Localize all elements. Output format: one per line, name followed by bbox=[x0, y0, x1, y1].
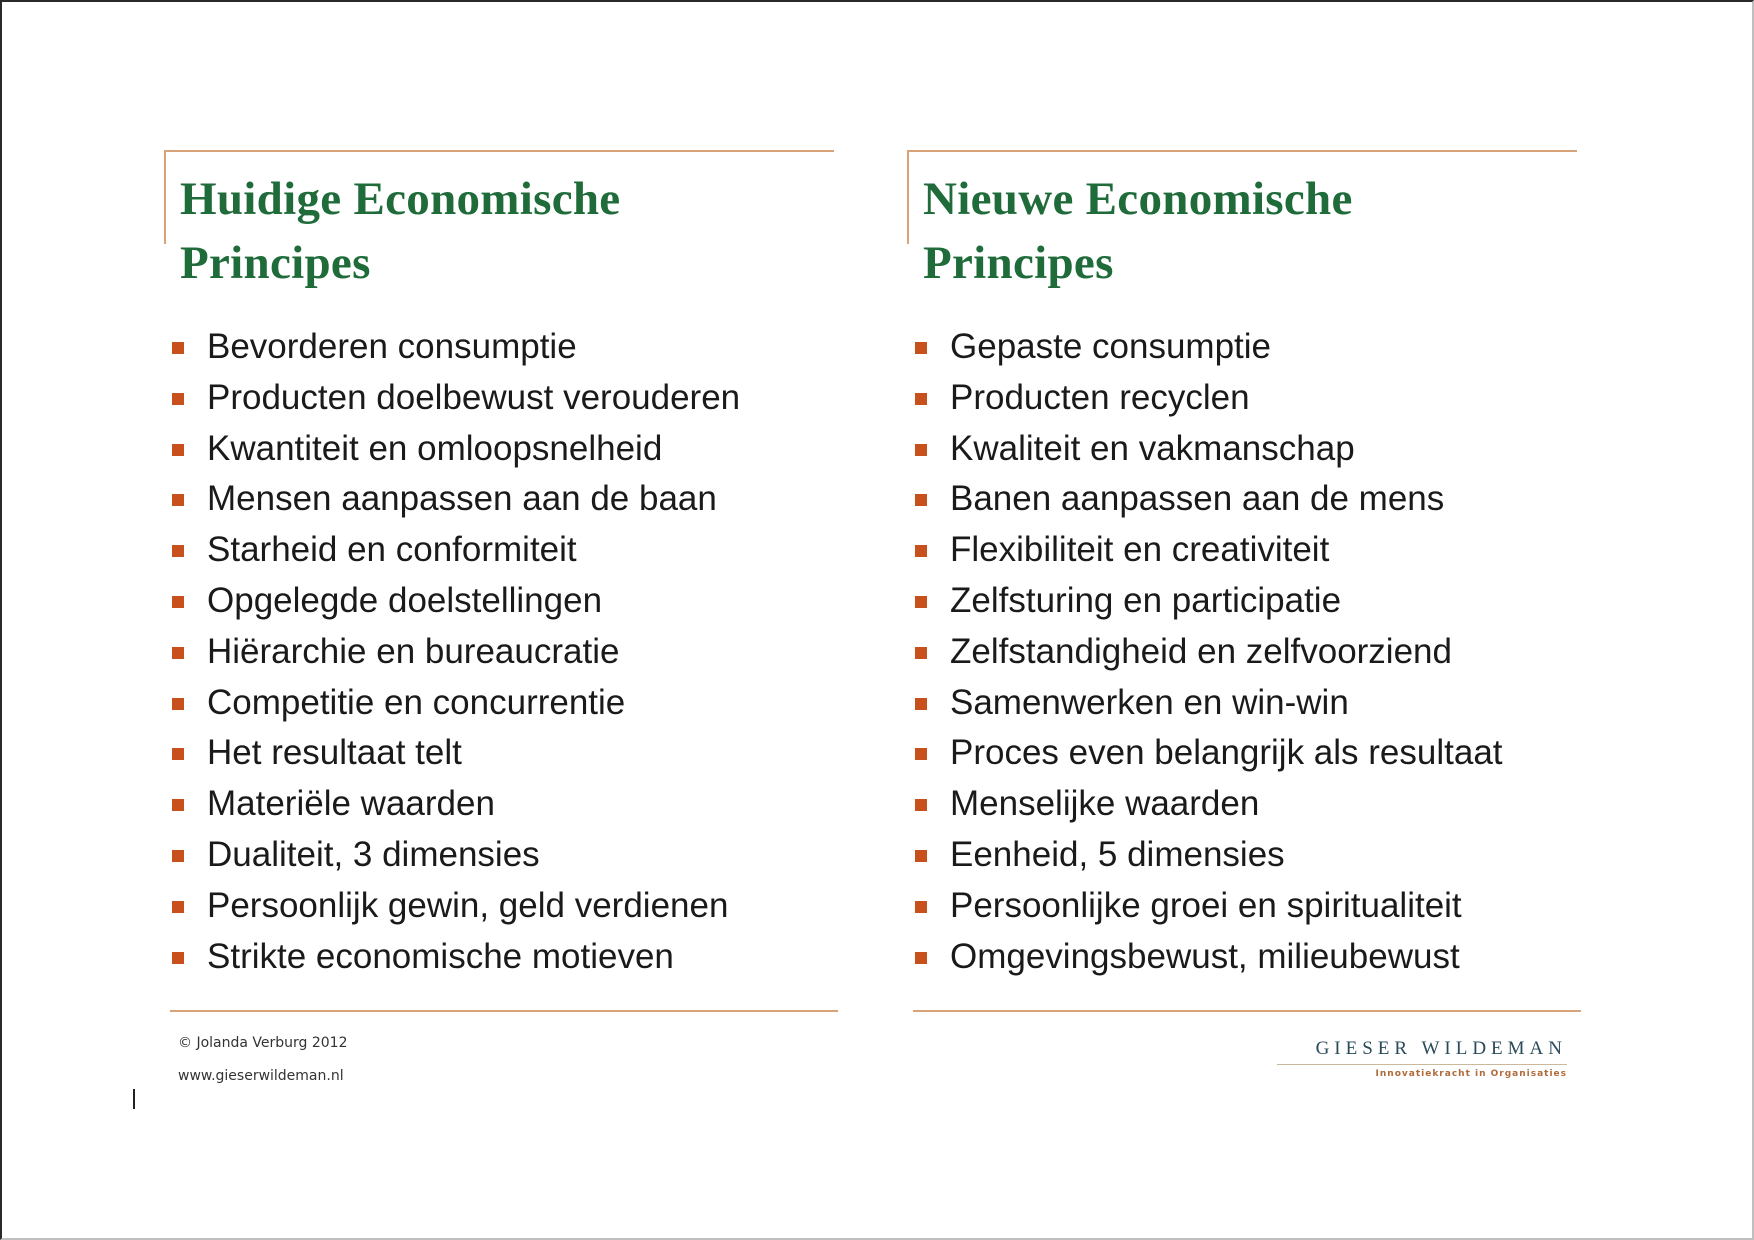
bullet-square-icon bbox=[172, 850, 184, 862]
list-item-text: Dualiteit, 3 dimensies bbox=[207, 834, 540, 874]
bullet-square-icon bbox=[172, 698, 184, 710]
title-line-1: Huidige Economische bbox=[180, 173, 621, 225]
bullet-square-icon bbox=[915, 748, 927, 760]
bullet-square-icon bbox=[172, 393, 184, 405]
list-item bbox=[172, 728, 740, 779]
list-item bbox=[172, 525, 740, 576]
bullet-square-icon bbox=[915, 444, 927, 456]
website-link[interactable]: www.gieserwildeman.nl bbox=[178, 1068, 344, 1084]
bullet-list bbox=[915, 322, 1503, 982]
list-item-text: Opgelegde doelstellingen bbox=[207, 580, 603, 620]
list-item bbox=[915, 830, 1503, 881]
bullet-square-icon bbox=[172, 952, 184, 964]
title-line-1: Nieuwe Economische bbox=[923, 173, 1353, 225]
list-item-text: Zelfsturing en participatie bbox=[950, 580, 1342, 620]
logo-tagline: Innovatiekracht in Organisaties bbox=[1375, 1069, 1567, 1079]
bullet-square-icon bbox=[915, 647, 927, 659]
title-line-2: Principes bbox=[180, 237, 371, 289]
list-item bbox=[915, 678, 1503, 729]
list-item-text: Kwaliteit en vakmanschap bbox=[950, 428, 1355, 468]
list-item-text: Persoonlijke groei en spiritualiteit bbox=[950, 885, 1462, 925]
list-item bbox=[172, 932, 740, 983]
bullet-square-icon bbox=[915, 494, 927, 506]
bullet-square-icon bbox=[172, 342, 184, 354]
list-item bbox=[915, 322, 1503, 373]
list-item-text: Samenwerken en win-win bbox=[950, 682, 1349, 722]
list-item bbox=[915, 627, 1503, 678]
list-item bbox=[172, 373, 740, 424]
list-item bbox=[915, 728, 1503, 779]
bullet-square-icon bbox=[915, 393, 927, 405]
bullet-square-icon bbox=[172, 545, 184, 557]
list-item-text: Strikte economische motieven bbox=[207, 936, 674, 976]
bullet-square-icon bbox=[172, 647, 184, 659]
list-item-text: Mensen aanpassen aan de baan bbox=[207, 479, 717, 519]
list-item-text: Proces even belangrijk als resultaat bbox=[950, 733, 1503, 773]
list-item-text: Flexibiliteit en creativiteit bbox=[950, 530, 1330, 570]
bullet-square-icon bbox=[915, 901, 927, 913]
list-item-text: Omgevingsbewust, milieubewust bbox=[950, 936, 1460, 976]
bullet-square-icon bbox=[915, 850, 927, 862]
bottom-divider bbox=[913, 1010, 1581, 1012]
list-item bbox=[915, 474, 1503, 525]
list-item-text: Banen aanpassen aan de mens bbox=[950, 479, 1445, 519]
list-item-text: Het resultaat telt bbox=[207, 733, 462, 773]
list-item bbox=[915, 576, 1503, 627]
list-item-text: Persoonlijk gewin, geld verdienen bbox=[207, 885, 729, 925]
list-item bbox=[915, 932, 1503, 983]
list-item-text: Starheid en conformiteit bbox=[207, 530, 577, 570]
list-item-text: Menselijke waarden bbox=[950, 784, 1260, 824]
bullet-square-icon bbox=[915, 596, 927, 608]
list-item bbox=[172, 830, 740, 881]
list-item-text: Gepaste consumptie bbox=[950, 327, 1272, 366]
list-item-text: Kwantiteit en omloopsnelheid bbox=[207, 428, 663, 468]
list-item-text: Producten doelbewust verouderen bbox=[207, 377, 741, 417]
list-item bbox=[172, 424, 740, 475]
column-title bbox=[923, 167, 1353, 295]
list-item-text: Eenheid, 5 dimensies bbox=[950, 834, 1285, 874]
bullet-list bbox=[172, 322, 740, 982]
list-item bbox=[172, 322, 740, 373]
bullet-square-icon bbox=[915, 952, 927, 964]
bullet-square-icon bbox=[172, 799, 184, 811]
list-item-text: Zelfstandigheid en zelfvoorziend bbox=[950, 631, 1452, 671]
bullet-square-icon bbox=[172, 748, 184, 760]
bottom-divider bbox=[170, 1010, 838, 1012]
bullet-square-icon bbox=[915, 545, 927, 557]
text-cursor-icon bbox=[133, 1089, 135, 1109]
list-item bbox=[915, 424, 1503, 475]
bullet-square-icon bbox=[172, 901, 184, 913]
list-item-text: Materiële waarden bbox=[207, 784, 495, 824]
copyright-text: © Jolanda Verburg 2012 bbox=[178, 1035, 348, 1051]
company-logo bbox=[1277, 1038, 1567, 1079]
list-item bbox=[915, 779, 1503, 830]
list-item bbox=[915, 525, 1503, 576]
column-title bbox=[180, 167, 620, 295]
list-item-text: Hiërarchie en bureaucratie bbox=[207, 631, 620, 671]
logo-name: GIESER WILDEMAN bbox=[1315, 1038, 1567, 1059]
list-item-text: Producten recyclen bbox=[950, 377, 1250, 417]
bullet-square-icon bbox=[915, 799, 927, 811]
bullet-square-icon bbox=[915, 698, 927, 710]
bullet-square-icon bbox=[172, 494, 184, 506]
list-item-text: Competitie en concurrentie bbox=[207, 682, 626, 722]
bullet-square-icon bbox=[172, 444, 184, 456]
logo-divider bbox=[1277, 1064, 1567, 1065]
list-item bbox=[172, 627, 740, 678]
list-item bbox=[915, 881, 1503, 932]
title-line-2: Principes bbox=[923, 237, 1114, 289]
list-item bbox=[172, 881, 740, 932]
list-item bbox=[172, 576, 740, 627]
bullet-square-icon bbox=[172, 596, 184, 608]
bullet-square-icon bbox=[915, 342, 927, 354]
list-item bbox=[172, 678, 740, 729]
list-item bbox=[172, 474, 740, 525]
list-item bbox=[915, 373, 1503, 424]
list-item-text: Bevorderen consumptie bbox=[207, 327, 577, 366]
list-item bbox=[172, 779, 740, 830]
